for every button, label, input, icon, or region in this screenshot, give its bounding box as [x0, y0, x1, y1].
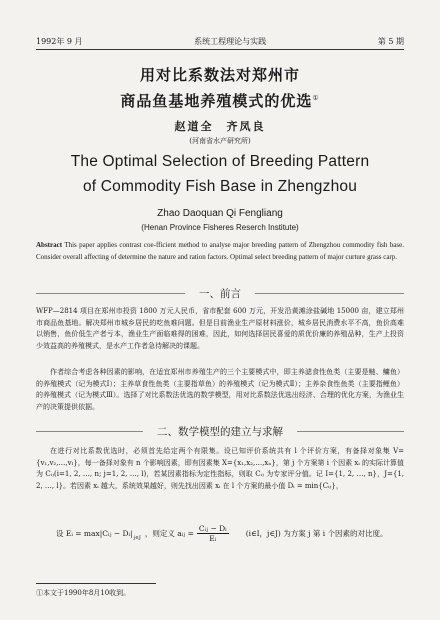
formula-sub: j∈J: [133, 535, 141, 541]
formula-mid: ，则定义 aᵢⱼ =: [144, 528, 194, 538]
footnote-rule: [36, 583, 156, 584]
formula-fraction: [197, 524, 229, 543]
abstract-label: Abstract: [36, 241, 63, 249]
title-cn-line2-text: 商品鱼基地养殖模式的优选: [120, 92, 313, 110]
header-journal: 系统工程理论与实践: [194, 36, 267, 46]
institution-cn: (河南省水产研究所): [189, 137, 251, 145]
formula-contrast-degree: [56, 520, 404, 546]
section-heading-model: [36, 424, 404, 438]
header-issue: 第 5 期: [377, 36, 404, 46]
header-rule: [36, 49, 404, 50]
authors-cn: 赵道全 齐凤良: [174, 120, 266, 133]
abstract: [36, 240, 404, 263]
section-heading-intro: [36, 286, 404, 300]
footnote: ①本文于1990年8月10收到。: [36, 589, 131, 597]
section-rule-left: [36, 293, 185, 294]
running-header: [36, 34, 404, 48]
title-cn-line1: 用对比系数法对郑州市: [139, 66, 300, 84]
title-en-line2: of Commodity Fish Base in Zhengzhou: [82, 178, 358, 195]
section-rule-left: [36, 431, 143, 432]
title-cn-line2: [0, 90, 440, 111]
section-title: 一、前言: [199, 287, 241, 300]
formula-condition: (i∈I，j∈J) 为方案 j 第 i 个因素的对比度。: [245, 528, 388, 538]
paragraph-intro-2: 作者综合考虑各种因素的影响，在适宜郑州市养殖生产的三个主要模式中，即主养滤食性鱼类（主要是鲢、鳙鱼）的养殖模式（记为模式Ⅰ）；主养草食性鱼类（主要指草鱼）的养殖模式（记为模式Ⅱ）；主养杂食性鱼类（主要指鲤鱼）的养殖模式（记为模式Ⅲ）。选择了对比系数法优选的数学模型，用对比系数法优选出经济、合理的优化方案，为渔业生产的决策提供依据。: [36, 368, 404, 411]
paragraph-intro-1: WFP—2814 项目在郑州市投资 1800 万元人民币，省市配套 600 万元，开发沿黄滩涂盐碱地 15000 亩，建立郑州市商品鱼基地。解决郑州市城乡居民的吃鱼难问题。但是目前渔业生产原材料涨价，城乡居民消费水平不高，鱼价高难以销售，鱼价低生产者亏本，渔业生产面临难得的困难，因此，如何选择居民喜爱的质优价廉的养殖品种，生产上投资少效益高的养殖模式，是水产工作者急待解决的课题。: [36, 307, 404, 350]
formula-lhs: 设 Eᵢ = max|Cᵢⱼ − Dᵢ|: [56, 528, 133, 538]
title-en-line1: The Optimal Selection of Breeding Pattern: [70, 153, 370, 170]
abstract-text: This paper applies contrast coe-fficient method to analyse major breeding pattern of Zhengzhou commodity fish base. Consider overall affecting of determine the nature and ration factors. Optimal select breeding pattern of major curture grass carp.: [36, 241, 404, 261]
section-rule-right: [255, 293, 404, 294]
paragraph-model-1: 在进行对比系数优选时，必须首先给定两个有限集。设已知评价系统共有 l 个评价方案，有备择对象集 V={v₁,v₂,…,vₗ}，每一备择对象有 n 个影响因素，即有因素集 X={x₁,x₂,…,xₙ}，第 j 个方案第 i 个因素 xᵢ 的实际计算值为 Cᵢⱼ(i=1, 2, …, n; j=1, 2, …, l)，若某因素指标为定性指标，则取 Cᵢⱼ 为专家评分值。记 I={1, 2, …, n}，J={1, 2, …, l}。若因素 xᵢ 越大，系统效果越好，则先找出因素 xᵢ 在 l 个方案的最小值 Dᵢ = min{Cᵢⱼ}，: [36, 447, 404, 490]
section-title: 二、数学模型的建立与求解: [157, 425, 283, 438]
formula-numerator: Cᵢⱼ − Dᵢ: [198, 523, 227, 533]
header-date: 1992年 9 月: [36, 36, 83, 46]
formula-denominator: Eᵢ: [209, 533, 217, 543]
section-rule-right: [297, 431, 404, 432]
authors-en: Zhao Daoquan Qi Fengliang: [157, 208, 283, 219]
institution-en: (Henan Province Fisheres Reserch Institute): [141, 223, 299, 232]
title-footnote-mark: ①: [312, 94, 320, 102]
